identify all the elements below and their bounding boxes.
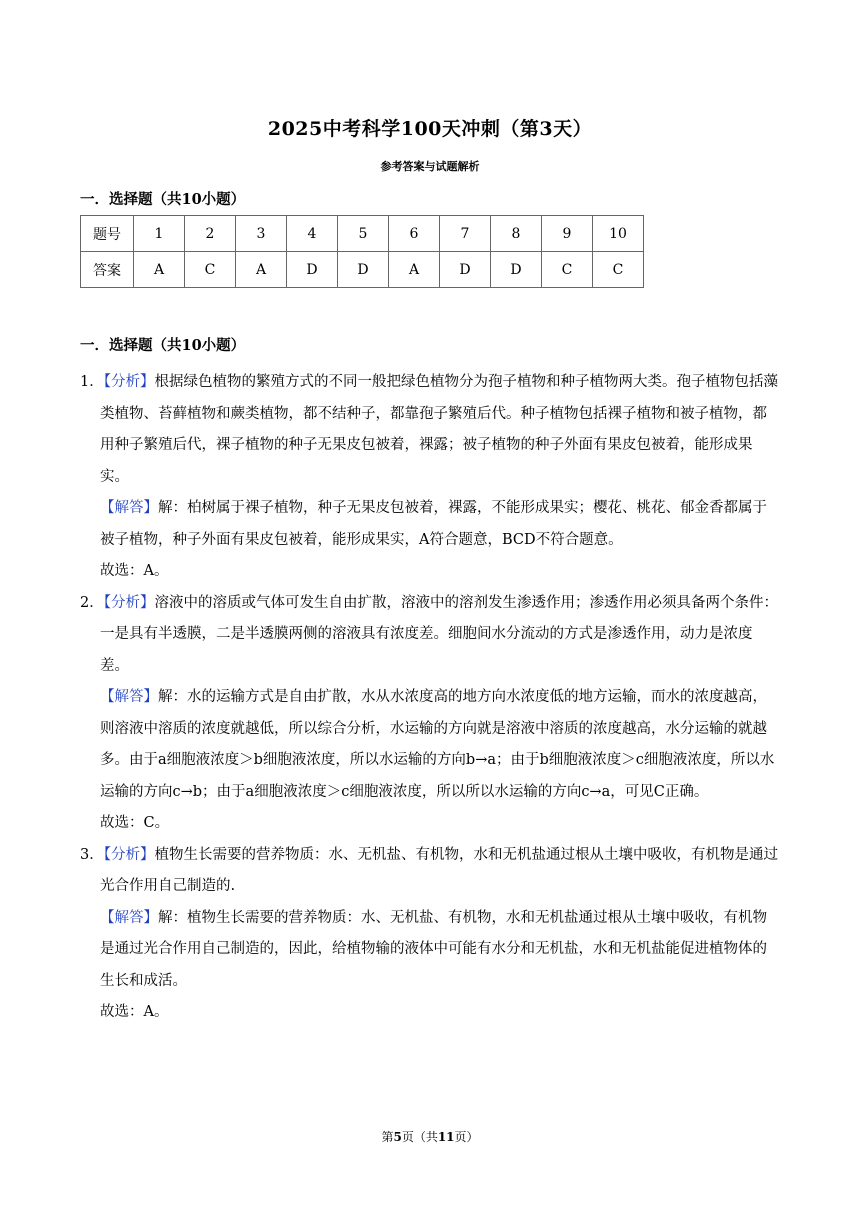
question-number-cell: 3 bbox=[236, 216, 287, 252]
analysis-tag: 【分析】 bbox=[103, 594, 155, 611]
footer-prefix: 第 bbox=[381, 1130, 394, 1144]
answer-table bbox=[80, 215, 644, 288]
analysis-tag: 【分析】 bbox=[103, 846, 155, 863]
question-number-cell: 2 bbox=[185, 216, 236, 252]
question-solution bbox=[80, 588, 780, 840]
analysis-tag: 【分析】 bbox=[103, 374, 155, 390]
answer-text: 解：植物生长需要的营养物质：水、无机盐、有机物，水和无机盐通过根从土壤中吸收，有机物是通过光合作用自己制造的，因此，给植物输的液体中可能有水分和无机盐，水和无机盐能促进植物体的生长和成活。 bbox=[100, 909, 767, 989]
choice-line: 故选：A。 bbox=[100, 563, 169, 579]
question-number-cell: 9 bbox=[542, 216, 593, 252]
choice-line: 故选：A。 bbox=[100, 1004, 169, 1020]
table-row-label: 题号 bbox=[81, 216, 134, 252]
question-number: 3． bbox=[80, 846, 104, 863]
question-number: 2． bbox=[80, 594, 104, 611]
section-heading-solutions: 一．选择题（共10小题） bbox=[80, 337, 246, 354]
question-number-cell: 5 bbox=[338, 216, 389, 252]
page-title: 2025中考科学100天冲刺（第3天） bbox=[267, 118, 593, 140]
solutions-list bbox=[80, 367, 780, 1029]
question-solution bbox=[80, 367, 780, 588]
answer-text: 解：水的运输方式是自由扩散，水从水浓度高的地方向水浓度低的地方运输，而水的浓度越高，则溶液中溶质的浓度就越低，所以综合分析，水运输的方向就是溶液中溶质的浓度越高，水分运输的就越多。由于a细胞液浓度＞b细胞液浓度，所以水运输的方向b→a；由于b细胞液浓度＞c细胞液浓度，所以水运输的方向c→b；由于a细胞液浓度＞c细胞液浓度，所以所以水运输的方向c→a，可见C正确。 bbox=[100, 689, 775, 800]
table-row bbox=[81, 216, 644, 252]
current-page-number: 5 bbox=[393, 1130, 402, 1144]
answer-cell: C bbox=[593, 252, 644, 288]
question-number-cell: 1 bbox=[134, 216, 185, 252]
question-number-cell: 10 bbox=[593, 216, 644, 252]
answer-paragraph bbox=[80, 493, 780, 556]
answer-cell: D bbox=[287, 252, 338, 288]
answer-paragraph bbox=[80, 903, 780, 998]
analysis-text: 溶液中的溶质或气体可发生自由扩散，溶液中的溶剂发生渗透作用；渗透作用必须具备两个条件：一是具有半透膜，二是半透膜两侧的溶液具有浓度差。细胞间水分流动的方式是渗透作用，动力是浓度差。 bbox=[100, 594, 778, 674]
choice-line: 故选：C。 bbox=[100, 815, 170, 831]
answer-cell: A bbox=[134, 252, 185, 288]
question-number-cell: 4 bbox=[287, 216, 338, 252]
answer-cell: D bbox=[338, 252, 389, 288]
analysis-text: 植物生长需要的营养物质：水、无机盐、有机物，水和无机盐通过根从土壤中吸收，有机物是通过光合作用自己制造的. bbox=[100, 846, 778, 894]
analysis-paragraph bbox=[80, 588, 780, 683]
question-number-cell: 7 bbox=[440, 216, 491, 252]
total-page-count: 11 bbox=[437, 1130, 455, 1144]
section-heading-answers: 一．选择题（共10小题） bbox=[80, 191, 246, 208]
answer-cell: A bbox=[236, 252, 287, 288]
answer-text: 解：柏树属于裸子植物，种子无果皮包被着，裸露，不能形成果实；樱花、桃花、郁金香都属于被子植物，种子外面有果皮包被着，能形成果实，A符合题意，BCD不符合题意。 bbox=[100, 500, 767, 548]
answer-paragraph bbox=[80, 682, 780, 808]
question-number: 1． bbox=[80, 374, 104, 390]
answer-cell: A bbox=[389, 252, 440, 288]
question-number-cell: 8 bbox=[491, 216, 542, 252]
question-number-cell: 6 bbox=[389, 216, 440, 252]
page-subtitle: 参考答案与试题解析 bbox=[380, 160, 480, 173]
table-row-label: 答案 bbox=[81, 252, 134, 288]
answer-tag: 【解答】 bbox=[100, 500, 158, 516]
answer-tag: 【解答】 bbox=[100, 689, 158, 705]
footer-middle: 页（共 bbox=[401, 1130, 438, 1144]
analysis-paragraph bbox=[80, 367, 780, 493]
analysis-paragraph bbox=[80, 840, 780, 903]
answer-cell: C bbox=[542, 252, 593, 288]
answer-cell: D bbox=[440, 252, 491, 288]
answer-tag: 【解答】 bbox=[100, 909, 158, 926]
question-solution bbox=[80, 840, 780, 1029]
table-row bbox=[81, 252, 644, 288]
answer-cell: D bbox=[491, 252, 542, 288]
analysis-text: 根据绿色植物的繁殖方式的不同一般把绿色植物分为孢子植物和种子植物两大类。孢子植物包括藻类植物、苔藓植物和蕨类植物，都不结种子，都靠孢子繁殖后代。种子植物包括裸子植物和被子植物，都用种子繁殖后代，裸子植物的种子无果皮包被着，裸露；被子植物的种子外面有果皮包被着，能形成果实。 bbox=[100, 374, 778, 485]
footer-suffix: 页） bbox=[454, 1130, 479, 1144]
answer-cell: C bbox=[185, 252, 236, 288]
page-footer bbox=[0, 1128, 860, 1145]
